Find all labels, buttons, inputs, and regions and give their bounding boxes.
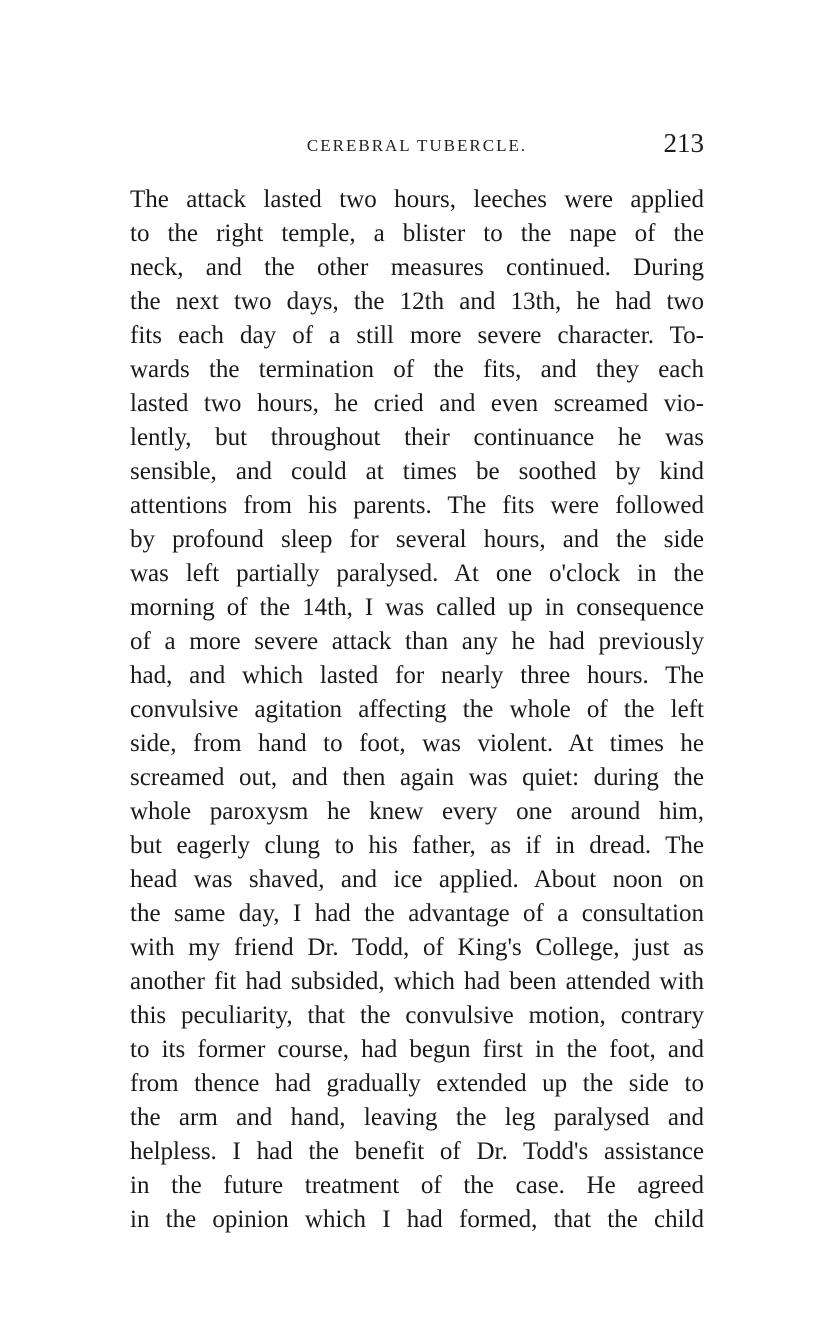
text-line: whole paroxysm he knew every one around him, [130,798,704,825]
text-line: sensible, and could at times be soothed by kind [130,458,704,485]
text-line: helpless. I had the benefit of Dr. Todd's assistance [130,1138,704,1165]
text-line: with my friend Dr. Todd, of King's College, just as [130,934,704,961]
text-line: attentions from his parents. The fits were followed [130,492,704,519]
text-line: of a more severe attack than any he had previously [130,628,704,655]
text-line: but eagerly clung to his father, as if in dread. The [130,832,704,859]
text-line: morning of the 14th, I was called up in consequence [130,594,704,621]
text-line: lently, but throughout their continuance he was [130,424,704,451]
text-line: by profound sleep for several hours, and the side [130,526,704,553]
running-title: CEREBRAL TUBERCLE. [306,136,528,155]
text-line: had, and which lasted for nearly three hours. The [130,662,704,689]
text-line: The attack lasted two hours, leeches were applied [130,186,704,213]
text-line: neck, and the other measures continued. During [130,254,704,281]
text-line: the same day, I had the advantage of a consultation [130,900,704,927]
text-line: was left partially paralysed. At one o'clock in the [130,560,704,587]
text-line: in the future treatment of the case. He agreed [130,1172,704,1199]
text-line: the next two days, the 12th and 13th, he had two [130,288,704,315]
text-line: convulsive agitation affecting the whole of the left [130,696,704,723]
text-line: screamed out, and then again was quiet: during the [130,764,704,791]
running-head [130,128,704,164]
text-line: to the right temple, a blister to the nape of the [130,220,704,247]
page-number: 213 [663,128,704,158]
text-line: from thence had gradually extended up the side to [130,1070,704,1097]
text-line: another fit had subsided, which had been attended with [130,968,704,995]
text-line: the arm and hand, leaving the leg paralysed and [130,1104,704,1131]
text-line: fits each day of a still more severe character. To- [130,322,704,349]
body-text [130,183,704,1237]
text-line: wards the termination of the fits, and they each [130,356,704,383]
text-line: to its former course, had begun first in the foot, and [130,1036,704,1063]
text-line: in the opinion which I had formed, that the child [130,1206,704,1233]
text-line: side, from hand to foot, was violent. At times he [130,730,704,757]
text-line: head was shaved, and ice applied. About noon on [130,866,704,893]
text-line: lasted two hours, he cried and even screamed vio- [130,390,704,417]
text-line: this peculiarity, that the convulsive motion, contrary [130,1002,704,1029]
